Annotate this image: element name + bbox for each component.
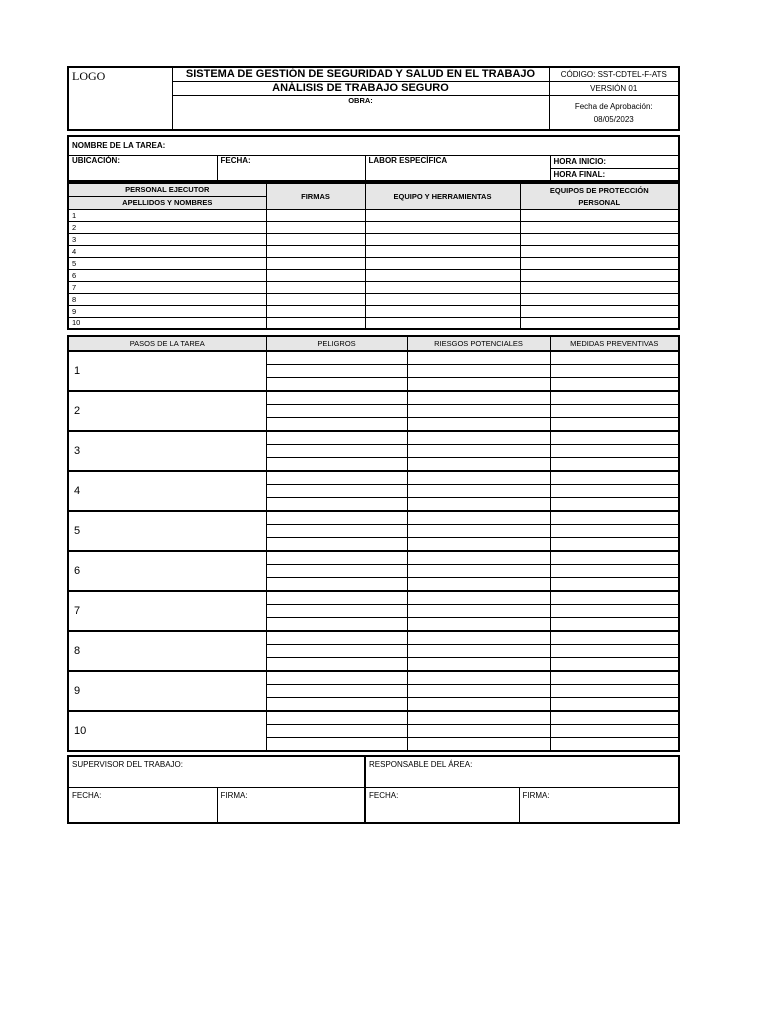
step-peligro-cell[interactable] [266,351,407,364]
step-peligro-cell[interactable] [266,577,407,591]
supervisor-fecha-field[interactable]: FECHA: [68,787,217,823]
step-peligro-cell[interactable] [266,444,407,457]
approval-date: 08/05/2023 [593,115,634,125]
personnel-epp-cell[interactable] [520,257,679,269]
supervisor-firma-field[interactable]: FIRMA: [217,787,365,823]
epp-header-1: EQUIPOS DE PROTECCIÓN [549,185,649,195]
step-row [68,711,679,724]
riesgos-header: RIESGOS POTENCIALES [407,336,550,351]
step-number[interactable]: 8 [68,631,266,671]
approval-block [549,95,679,130]
personnel-number[interactable]: 2 [68,221,266,233]
step-row [68,631,679,644]
step-peligro-cell[interactable] [266,644,407,657]
step-medida-cell[interactable] [550,391,679,404]
step-medida-cell[interactable] [550,551,679,564]
personnel-firma-cell[interactable] [266,293,365,305]
personnel-firma-cell[interactable] [266,317,365,329]
step-medida-cell[interactable] [550,631,679,644]
personnel-epp-cell[interactable] [520,209,679,221]
fecha-field[interactable]: FECHA: [217,155,365,181]
step-riesgo-cell[interactable] [407,711,550,724]
step-peligro-cell[interactable] [266,511,407,524]
step-medida-cell[interactable] [550,577,679,591]
personnel-rows [68,209,679,329]
step-number[interactable]: 6 [68,551,266,591]
step-riesgo-cell[interactable] [407,404,550,417]
step-peligro-cell[interactable] [266,404,407,417]
step-riesgo-cell[interactable] [407,657,550,671]
personnel-equipo-cell[interactable] [365,293,520,305]
personnel-firma-cell[interactable] [266,245,365,257]
personnel-equipo-cell[interactable] [365,221,520,233]
step-number[interactable]: 10 [68,711,266,751]
step-riesgo-cell[interactable] [407,457,550,471]
ats-form [67,66,678,824]
personnel-number[interactable]: 8 [68,293,266,305]
step-riesgo-cell[interactable] [407,724,550,737]
steps-table [67,335,680,752]
personnel-row [68,293,679,305]
step-peligro-cell[interactable] [266,537,407,551]
personnel-epp-cell[interactable] [520,281,679,293]
personnel-equipo-cell[interactable] [365,233,520,245]
step-medida-cell[interactable] [550,457,679,471]
document-version: VERSIÓN 01 [549,81,679,95]
equipo-header: EQUIPO Y HERRAMIENTAS [365,183,520,209]
personnel-equipo-cell[interactable] [365,209,520,221]
personnel-row [68,257,679,269]
obra-label: OBRA: [172,95,549,130]
step-peligro-cell[interactable] [266,471,407,484]
personnel-number[interactable]: 6 [68,269,266,281]
step-medida-cell[interactable] [550,511,679,524]
step-peligro-cell[interactable] [266,604,407,617]
step-riesgo-cell[interactable] [407,377,550,391]
personnel-firma-cell[interactable] [266,257,365,269]
step-number[interactable]: 4 [68,471,266,511]
hora-final-field[interactable]: HORA FINAL: [550,168,679,181]
step-medida-cell[interactable] [550,724,679,737]
personnel-row [68,269,679,281]
personnel-firma-cell[interactable] [266,221,365,233]
step-number[interactable]: 5 [68,511,266,551]
step-medida-cell[interactable] [550,617,679,631]
step-row [68,471,679,484]
step-peligro-cell[interactable] [266,457,407,471]
personnel-epp-cell[interactable] [520,221,679,233]
personnel-equipo-cell[interactable] [365,245,520,257]
step-medida-cell[interactable] [550,711,679,724]
ubicacion-field[interactable]: UBICACIÓN: [68,155,217,181]
step-medida-cell[interactable] [550,351,679,364]
step-riesgo-cell[interactable] [407,697,550,711]
step-medida-cell[interactable] [550,684,679,697]
system-title: SISTEMA DE GESTIÓN DE SEGURIDAD Y SALUD EN EL TRABAJO [172,67,549,81]
step-peligro-cell[interactable] [266,484,407,497]
personnel-number[interactable]: 10 [68,317,266,329]
personnel-row [68,209,679,221]
personnel-equipo-cell[interactable] [365,257,520,269]
personnel-epp-cell[interactable] [520,245,679,257]
step-riesgo-cell[interactable] [407,524,550,537]
step-medida-cell[interactable] [550,497,679,511]
personnel-row [68,317,679,329]
step-medida-cell[interactable] [550,377,679,391]
step-riesgo-cell[interactable] [407,551,550,564]
step-row [68,591,679,604]
personnel-firma-cell[interactable] [266,233,365,245]
step-peligro-cell[interactable] [266,617,407,631]
step-peligro-cell[interactable] [266,591,407,604]
step-riesgo-cell[interactable] [407,591,550,604]
personal-header-2: APELLIDOS Y NOMBRES [68,196,266,209]
step-medida-cell[interactable] [550,671,679,684]
step-peligro-cell[interactable] [266,564,407,577]
steps-rows [68,351,679,751]
step-riesgo-cell[interactable] [407,444,550,457]
step-row [68,391,679,404]
epp-header-2: PERSONAL [578,197,621,207]
step-peligro-cell[interactable] [266,657,407,671]
step-medida-cell[interactable] [550,657,679,671]
step-riesgo-cell[interactable] [407,391,550,404]
labor-especifica-field[interactable]: LABOR ESPECÍFICA [365,155,550,181]
step-riesgo-cell[interactable] [407,417,550,431]
step-row [68,351,679,364]
step-medida-cell[interactable] [550,404,679,417]
step-riesgo-cell[interactable] [407,537,550,551]
step-riesgo-cell[interactable] [407,351,550,364]
step-peligro-cell[interactable] [266,377,407,391]
supervisor-field[interactable]: SUPERVISOR DEL TRABAJO: [68,756,365,787]
approval-label: Fecha de Aprobación: [574,102,653,112]
personnel-epp-cell[interactable] [520,269,679,281]
step-peligro-cell[interactable] [266,671,407,684]
personnel-number[interactable]: 9 [68,305,266,317]
personnel-number[interactable]: 4 [68,245,266,257]
epp-header [520,183,679,209]
personnel-number[interactable]: 7 [68,281,266,293]
personnel-row [68,281,679,293]
step-row [68,671,679,684]
logo: LOGO [68,67,172,130]
step-medida-cell[interactable] [550,524,679,537]
step-number[interactable]: 7 [68,591,266,631]
step-peligro-cell[interactable] [266,724,407,737]
step-number[interactable]: 9 [68,671,266,711]
personnel-table [67,182,680,330]
step-number[interactable]: 3 [68,431,266,471]
step-number[interactable]: 1 [68,351,266,391]
step-riesgo-cell[interactable] [407,471,550,484]
step-riesgo-cell[interactable] [407,737,550,751]
personnel-equipo-cell[interactable] [365,269,520,281]
step-medida-cell[interactable] [550,697,679,711]
step-riesgo-cell[interactable] [407,577,550,591]
personnel-row [68,221,679,233]
step-peligro-cell[interactable] [266,417,407,431]
step-number[interactable]: 2 [68,391,266,431]
step-peligro-cell[interactable] [266,697,407,711]
step-riesgo-cell[interactable] [407,684,550,697]
step-riesgo-cell[interactable] [407,484,550,497]
hora-inicio-field[interactable]: HORA INICIO: [550,155,679,168]
step-peligro-cell[interactable] [266,737,407,751]
step-medida-cell[interactable] [550,444,679,457]
task-info [67,135,680,182]
step-medida-cell[interactable] [550,471,679,484]
step-medida-cell[interactable] [550,564,679,577]
step-riesgo-cell[interactable] [407,671,550,684]
step-row [68,551,679,564]
step-peligro-cell[interactable] [266,364,407,377]
responsable-firma-field[interactable]: FIRMA: [519,787,679,823]
step-riesgo-cell[interactable] [407,511,550,524]
personnel-firma-cell[interactable] [266,281,365,293]
step-peligro-cell[interactable] [266,551,407,564]
personnel-number[interactable]: 3 [68,233,266,245]
step-medida-cell[interactable] [550,484,679,497]
personnel-number[interactable]: 5 [68,257,266,269]
personnel-epp-cell[interactable] [520,233,679,245]
step-riesgo-cell[interactable] [407,604,550,617]
responsable-fecha-field[interactable]: FECHA: [365,787,519,823]
signature-block [67,755,680,824]
medidas-header: MEDIDAS PREVENTIVAS [550,336,679,351]
step-riesgo-cell[interactable] [407,431,550,444]
personal-header-1: PERSONAL EJECUTOR [68,183,266,196]
document-title: ANÁLISIS DE TRABAJO SEGURO [172,81,549,95]
step-peligro-cell[interactable] [266,524,407,537]
step-medida-cell[interactable] [550,364,679,377]
firmas-header: FIRMAS [266,183,365,209]
personnel-epp-cell[interactable] [520,305,679,317]
personnel-equipo-cell[interactable] [365,281,520,293]
pasos-header: PASOS DE LA TAREA [68,336,266,351]
step-medida-cell[interactable] [550,644,679,657]
personnel-row [68,233,679,245]
step-riesgo-cell[interactable] [407,631,550,644]
step-riesgo-cell[interactable] [407,644,550,657]
step-medida-cell[interactable] [550,537,679,551]
form-header [67,66,680,131]
personnel-equipo-cell[interactable] [365,305,520,317]
step-riesgo-cell[interactable] [407,564,550,577]
personnel-equipo-cell[interactable] [365,317,520,329]
step-riesgo-cell[interactable] [407,364,550,377]
personnel-row [68,305,679,317]
personnel-number[interactable]: 1 [68,209,266,221]
step-riesgo-cell[interactable] [407,497,550,511]
personnel-epp-cell[interactable] [520,317,679,329]
responsable-field[interactable]: RESPONSABLE DEL ÁREA: [365,756,679,787]
step-peligro-cell[interactable] [266,391,407,404]
step-medida-cell[interactable] [550,591,679,604]
step-peligro-cell[interactable] [266,431,407,444]
step-riesgo-cell[interactable] [407,617,550,631]
step-medida-cell[interactable] [550,431,679,444]
document-code: CÓDIGO: SST-CDTEL-F-ATS [549,67,679,81]
personnel-firma-cell[interactable] [266,209,365,221]
step-medida-cell[interactable] [550,604,679,617]
peligros-header: PELIGROS [266,336,407,351]
step-medida-cell[interactable] [550,737,679,751]
step-peligro-cell[interactable] [266,497,407,511]
personnel-epp-cell[interactable] [520,293,679,305]
personnel-row [68,245,679,257]
step-peligro-cell[interactable] [266,711,407,724]
personnel-firma-cell[interactable] [266,305,365,317]
step-row [68,511,679,524]
step-medida-cell[interactable] [550,417,679,431]
task-name-field[interactable]: NOMBRE DE LA TAREA: [68,136,679,155]
step-peligro-cell[interactable] [266,684,407,697]
step-row [68,431,679,444]
step-peligro-cell[interactable] [266,631,407,644]
personnel-firma-cell[interactable] [266,269,365,281]
